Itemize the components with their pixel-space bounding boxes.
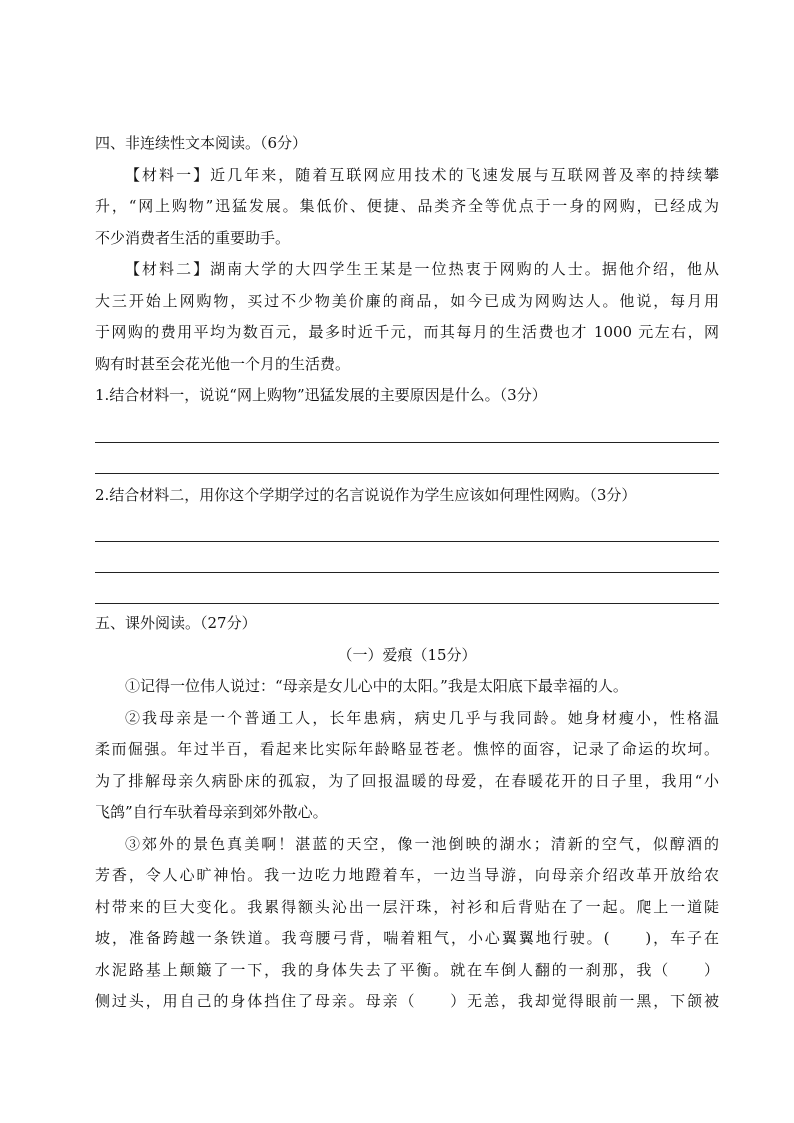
material2-line: 购有时甚至会花光他一个月的生活费。 <box>95 354 351 373</box>
passage-paragraph-line: ③郊外的景色真美啊！湛蓝的天空，像一池倒映的湖水；清新的空气，似醇酒的 <box>125 834 719 853</box>
question-2: 2.结合材料二，用你这个学期学过的名言说说作为学生应该如何理性网购。（3分） <box>95 485 637 504</box>
passage-paragraph-line: ②我母亲是一个普通工人，长年患病，病史几乎与我同龄。她身材瘦小，性格温 <box>125 708 719 727</box>
section4-heading: 四、非连续性文本阅读。（6分） <box>95 134 308 152</box>
material1-line: 【材料一】近几年来，随着互联网应用技术的飞速发展与互联网普及率的持续攀 <box>125 165 719 184</box>
material2-line: 【材料二】湖南大学的大四学生王某是一位热衷于网购的人士。据他介绍，他从 <box>125 260 719 278</box>
page-content <box>95 128 719 1018</box>
question-1: 1.结合材料一，说说“网上购物”迅猛发展的主要原因是什么。（3分） <box>95 386 547 404</box>
answer-line[interactable] <box>95 511 719 542</box>
answer-line[interactable] <box>95 443 719 474</box>
section5-heading: 五、课外阅读。（27分） <box>95 614 257 632</box>
material2-line: 大三开始上网购物，买过不少物美价廉的商品，如今已成为网购达人。他说，每月用 <box>95 291 719 310</box>
passage-paragraph-line: 水泥路基上颠簸了一下，我的身体失去了平衡。就在车倒人翻的一刹那，我（ ） <box>95 960 719 979</box>
answer-line[interactable] <box>95 542 719 573</box>
passage-paragraph-line: 飞鸽”自行车驮着母亲到郊外散心。 <box>95 803 328 821</box>
passage-paragraph-line: 芳香，令人心旷神怡。我一边吃力地蹬着车，一边当导游，向母亲介绍改革开放给农 <box>95 866 719 884</box>
passage-paragraph-line: 村带来的巨大变化。我累得额头沁出一层汗珠，衬衫和后背贴在了一起。爬上一道陡 <box>95 897 719 916</box>
passage-paragraph-line: 坡，准备跨越一条铁道。我弯腰弓背，喘着粗气，小心翼翼地行驶。( )，车子在 <box>95 929 719 947</box>
material1-line: 不少消费者生活的重要助手。 <box>95 228 291 247</box>
passage-paragraph-line: 侧过头，用自己的身体挡住了母亲。母亲（ ）无恙，我却觉得眼前一黑，下颌被 <box>95 992 719 1010</box>
answer-line[interactable] <box>95 573 719 604</box>
passage-paragraph-line: 柔而倔强。年过半百，看起来比实际年龄略显苍老。憔悴的面容，记录了命运的坎坷。 <box>95 740 719 758</box>
material2-line: 于网购的费用平均为数百元，最多时近千元，而其每月的生活费也才 1000 元左右，网 <box>95 323 719 341</box>
passage-title: （一）爱痕（15分） <box>337 645 477 664</box>
answer-line[interactable] <box>95 412 719 443</box>
material1-line: 升，“网上购物”迅猛发展。集低价、便捷、品类齐全等优点于一身的网购，已经成为 <box>95 197 719 215</box>
passage-paragraph-line: 为了排解母亲久病卧床的孤寂，为了回报温暖的母爱，在春暖花开的日子里，我用“小 <box>95 771 719 790</box>
passage-paragraph-line: ①记得一位伟人说过：“母亲是女儿心中的太阳。”我是太阳底下最幸福的人。 <box>125 677 628 695</box>
